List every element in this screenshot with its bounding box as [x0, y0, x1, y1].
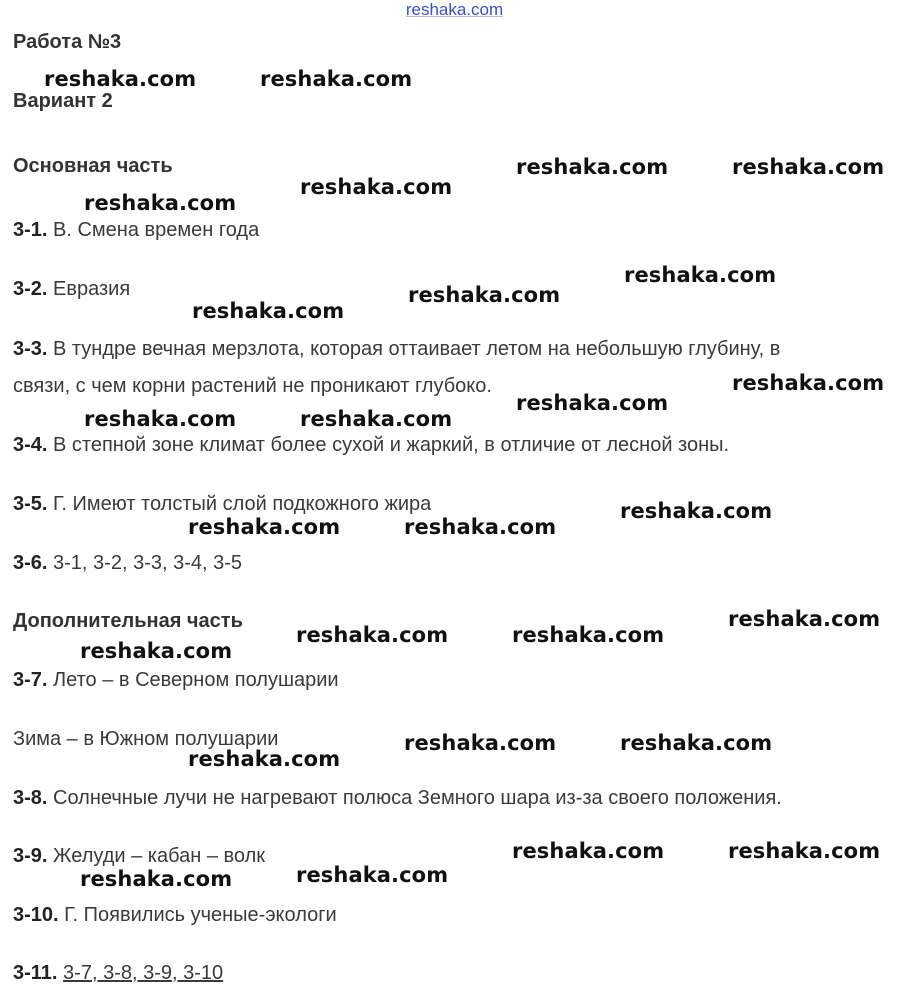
watermark: reshaka.com	[188, 515, 341, 539]
watermark: reshaka.com	[44, 67, 197, 91]
answer-text: 3-1, 3-2, 3-3, 3-4, 3-5	[47, 552, 243, 574]
watermark: reshaka.com	[188, 747, 341, 771]
watermark: reshaka.com	[624, 263, 777, 287]
answer-text: Г. Появились ученые-экологи	[58, 904, 337, 926]
answer-3-3	[13, 337, 780, 361]
answer-number: 3-9.	[13, 845, 48, 867]
answer-link[interactable]: 3-7, 3-8, 3-9, 3-10	[63, 962, 224, 984]
watermark: reshaka.com	[300, 175, 453, 199]
answer-3-4	[13, 433, 729, 457]
watermark: reshaka.com	[260, 67, 413, 91]
answer-number: 3-7.	[13, 669, 48, 691]
answer-number: 3-3.	[13, 338, 48, 360]
answer-3-8	[13, 786, 782, 810]
watermark: reshaka.com	[728, 839, 881, 863]
watermark: reshaka.com	[516, 391, 669, 415]
answer-number: 3-1.	[13, 219, 48, 241]
answer-text: Желуди – кабан – волк	[47, 845, 266, 867]
answer-number: 3-8.	[13, 787, 48, 809]
answer-text: Солнечные лучи не нагревают полюса Земного шара из-за своего положения.	[47, 787, 782, 809]
variant-title: Вариант 2	[13, 90, 113, 112]
watermark: reshaka.com	[516, 155, 669, 179]
watermark: reshaka.com	[300, 407, 453, 431]
watermark: reshaka.com	[296, 623, 449, 647]
watermark: reshaka.com	[80, 867, 233, 891]
watermark: reshaka.com	[84, 191, 237, 215]
answer-text: В тундре вечная мерзлота, которая оттаивает летом на небольшую глубину, в	[47, 338, 781, 360]
answer-3-9	[13, 844, 265, 868]
main-section-heading: Основная часть	[13, 155, 173, 177]
watermark: reshaka.com	[512, 839, 665, 863]
answer-text: Г. Имеют толстый слой подкожного жира	[47, 493, 432, 515]
watermark: reshaka.com	[404, 515, 557, 539]
answer-text: В. Смена времен года	[47, 219, 260, 241]
answer-number: 3-4.	[13, 434, 48, 456]
watermark: reshaka.com	[192, 299, 345, 323]
answer-3-7	[13, 668, 339, 692]
answer-3-5	[13, 492, 431, 516]
answer-3-10	[13, 903, 337, 927]
answer-number: 3-5.	[13, 493, 48, 515]
answer-text: Лето – в Северном полушарии	[47, 669, 339, 691]
watermark: reshaka.com	[80, 639, 233, 663]
answer-number: 3-11.	[13, 962, 58, 984]
answer-3-1	[13, 218, 259, 242]
answer-text: В степной зоне климат более сухой и жаркий, в отличие от лесной зоны.	[47, 434, 730, 456]
watermark: reshaka.com	[296, 863, 449, 887]
watermark: reshaka.com	[620, 499, 773, 523]
answer-3-11	[13, 961, 223, 985]
answer-3-6	[13, 551, 242, 575]
watermark: reshaka.com	[732, 155, 885, 179]
watermark: reshaka.com	[620, 731, 773, 755]
answer-number: 3-6.	[13, 552, 48, 574]
answer-3-3-continued: связи, с чем корни растений не проникают глубоко.	[13, 375, 492, 397]
watermark: reshaka.com	[728, 607, 881, 631]
answer-3-2	[13, 277, 130, 301]
answer-text: Евразия	[47, 278, 131, 300]
watermark: reshaka.com	[732, 371, 885, 395]
answer-number: 3-10.	[13, 904, 59, 926]
work-title: Работа №3	[13, 31, 122, 53]
watermark: reshaka.com	[84, 407, 237, 431]
answer-3-7-continued: Зима – в Южном полушарии	[13, 728, 279, 750]
watermark: reshaka.com	[408, 283, 561, 307]
answer-number: 3-2.	[13, 278, 48, 300]
watermark: reshaka.com	[404, 731, 557, 755]
watermark: reshaka.com	[512, 623, 665, 647]
site-link[interactable]: reshaka.com	[405, 0, 504, 19]
extra-section-heading: Дополнительная часть	[13, 610, 243, 632]
